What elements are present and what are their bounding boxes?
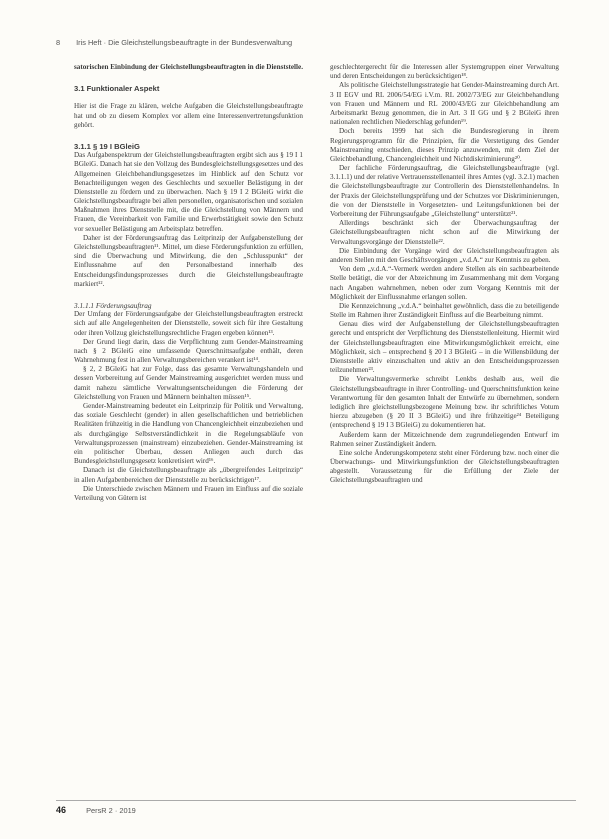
paragraph: Außerdem kann der Mitzeichnende dem zugrundeliegenden Entwurf im Rahmen seiner Zuständigkeit ändern. (330, 430, 559, 448)
running-header (56, 38, 576, 47)
paragraph: Der Umfang der Förderungsaufgabe der Gleichstellungsbeauftragten erstreckt sich auf alle Angelegenheiten der Dienststelle, soweit sich für ihre Gestaltung oder ihren Vollzug gleichstellungsrechtliche Fragen ergeben können¹³. (74, 310, 303, 337)
paragraph: Genau dies wird der Aufgabenstellung der Gleichstellungsbeauftragten gerecht und entspricht der Verpflichtung des Dienststellenleitung. Hiermit wird der Gleichstellungsbeauftragten eine Mitwirkungsmöglichkeit erreicht, eine Möglichkeit, sich – entsprechend § 20 I 3 BGleiG – in die Willensbildung der Dienststelle aktiv einzuschalten und aktiv an den Entscheidungsprozessen teilzunehmen²³. (330, 320, 559, 375)
paragraph: Die Verwaltungsvermerke schreibt Lenkbs deshalb aus, weil die Gleichstellungsbeauftragte in ihrer Controlling- und Querschnittsfunktion keine Verantwortung für den gesamten Inhalt der Entwürfe zu übernehmen, sondern lediglich ihre gleichstellungsbezogene Meinung bzw. ihr schriftliches Votum hierzu abzugeben (§ 20 II 3 BGleiG) und ihre frühzeitige²⁴ Beteiligung (entsprechend § 19 I 3 BGleiG) zu dokumentieren hat. (330, 375, 559, 430)
subsection-heading: 3.1.1 § 19 I BGleiG (74, 141, 140, 151)
paragraph: § 2, 2 BGleiG hat zur Folge, dass das gesamte Verwaltungshandeln und dessen Vorbereitung auf Gender Mainstreaming ausgerichtet werden muss und damit nahezu sämtliche Verwaltungsentscheidungen die Förderung der Gleichstellung von Frauen und Männern beinhalten müssen¹⁵. (74, 365, 303, 401)
paragraph: Die Unterschiede zwischen Männern und Frauen im Einfluss auf die soziale Verteilung von Gütern ist (74, 484, 303, 502)
paragraph: Danach ist die Gleichstellungsbeauftragte als „übergreifendes Leitprinzip“ in allen Aufgabenbereichen der Dienststelle zu berücksichtigen¹⁷. (74, 466, 303, 484)
page-number: 46 (56, 805, 67, 815)
paragraph: satorischen Einbindung der Gleichstellungsbeauftragten in die Dienststelle. (74, 63, 303, 71)
issue-label: PersR 2 · 2019 (86, 806, 136, 815)
paragraph: Allerdings beschränkt sich der Überwachungsauftrag der Gleichstellungsbeauftragten nicht schon auf die Mitwirkung der Verwaltungsvorgänge der Dienststelle²². (330, 219, 559, 246)
paragraph: Das Aufgabenspektrum der Gleichstellungsbeauftragten ergibt sich aus § 19 I 1 BGleiG. Danach hat sie den Vollzug des Bundesgleichstellungsgesetzes und des Allgemeinen Gleichbehandlungsgesetzes im Hinblick auf den Schutz vor Benachteiligungen wegen des Geschlechts und sexueller Belästigung in der Dienststelle zu fördern und zu überwachen. Nach § 19 I 2 BGleiG wirkt die Gleichstellungsbeauftragte bei allen personellen, organisatorischen und sozialen Maßnahmen ihres Dienststelle mit, die die Gleichstellung von Männern und Frauen, die Vereinbarkeit von Familie und Erwerbstätigkeit sowie den Schutz vor sexueller Belästigung am Arbeitsplatz betreffen. (74, 151, 303, 233)
paragraph: geschlechtergerecht für die Interessen aller Systemgruppen einer Verwaltung und deren Entscheidungen zu berücksichtigen¹⁸. (330, 63, 559, 81)
header-page-ref: 8 (56, 38, 61, 47)
section-heading: 3.1 Funktionaler Aspekt (74, 84, 160, 94)
paragraph: Als politische Gleichstellungsstrategie hat Gender-Mainstreaming durch Art. 3 II EGV und RL 2006/54/EG i.V.m. RL 2002/73/EG zur Gleichbehandlung von Frauen und Männern und RL 2000/43/EG zur Gleichbehandlung am Arbeitsmarkt Bezug genommen, die in Art. 3 II GG und § 2 BGleiG ihren nationalen rechtlichen Niederschlag gefunden¹⁹. (330, 81, 559, 127)
paragraph: Die Einbindung der Vorgänge wird der Gleichstellungsbeauftragten als anderen Stellen mit den Geschäftsvorgängen „v.d.A.“ zur Kenntnis zu geben. (330, 246, 559, 264)
paragraph: Von dem „v.d.A.“-Vermerk werden andere Stellen als ein sachbearbeitende Stelle betätigt, die vor der Abzeichnung im Zusammenhang mit dem Vorgang nach Angaben wahrnehmen, neben oder zum Vorgang Kenntnis mit der Möglichkeit der Einflussnahme erlangen sollen. (330, 265, 559, 301)
paragraph: Doch bereits 1999 hat sich die Bundesregierung in ihrem Regierungsprogramm für die Prinzipien, für die Verstetigung des Gender Mainstreaming entschieden, dieses Prinzip anzuwenden, mit dem Ziel der Gleichbehandlung, Chancengleichheit und Nichtdiskriminierung²⁰. (330, 127, 559, 163)
paragraph: Der fachliche Förderungsauftrag, die Gleichstellungsbeauftragte (vgl. 3.1.1.1) und der relative Vertrauensstellenanteil ihres Amtes (vgl. 3.2.1) machen die Gleichstellungsbeauftragte zur Controllerin des Dienststellenhandelns. In der Praxis der Gleichstellungsprüfung und der Schutzes vor Diskriminierungen, die von der Dienststelle in Vorgesetzten- und Leitungsfunktionen bei der Vorbereitung der Führungsaufgabe „Gleichstellung“ unterstützt²¹. (330, 164, 559, 218)
paragraph: Hier ist die Frage zu klären, welche Aufgaben die Gleichstellungsbeauftragte hat und ob zu diesem Komplex vor allem eine Interessenvertretungsfunktion gehört. (74, 102, 303, 129)
paragraph: Daher ist der Förderungsauftrag das Leitprinzip der Aufgabenstellung der Gleichstellungsbeauftragten¹¹. Mittel, um diese Förderungsfunktion zu erfüllen, sind die Überwachung und Mitwirkung, die den „Schlusspunkt“ der Einflussnahme auf den Personalbestand innerhalb des Entscheidungsfindungsprozesses durch die Gleichstellungsbeauftragte markiert¹². (74, 233, 303, 288)
footer-rule (56, 800, 576, 801)
paragraph: Eine solche Änderungskompetenz steht einer Förderung bzw. noch einer die Überwachungs- und Mitwirkungsfunktion der Gleichstellungsbeauftragten abgestellt. Voraussetzung für die Erfüllung der Ziele der Gleichstellungsbeauftragten und (330, 448, 559, 485)
page-footer (56, 805, 576, 817)
subsubsection-heading: 3.1.1.1 Förderungsauftrag (74, 300, 152, 310)
header-title: Iris Heft · Die Gleichstellungsbeauftragte in der Bundesverwaltung (76, 38, 293, 47)
left-column (74, 63, 303, 503)
right-column (330, 63, 559, 486)
paragraph: Gender-Mainstreaming bedeutet ein Leitprinzip für Politik und Verwaltung, das soziale Geschlecht (gender) in allen gesellschaftlichen und betrieblichen Realitäten frühzeitig in die Handlung von Chancengleichheit einzubeziehen und als durchgängige Selbstverständlichkeit in die Regelungsabläufe von Verwaltungsprozessen (mainstream) einzubeziehen. Gender-Mainstreaming ist ein politischer Überbau, dessen Anliegen auch durch das Bundesgleichstellungsgesetz konkretisiert wird¹⁶. (74, 402, 303, 466)
paragraph: Die Kennzeichnung „v.d.A.“ beinhaltet gewöhnlich, dass die zu beteiligende Stelle im Rahmen ihrer Zuständigkeit Einfluss auf die Bearbeitung nimmt. (330, 301, 559, 320)
paragraph: Der Grund liegt darin, dass die Verpflichtung zum Gender-Mainstreaming nach § 2 BGleiG eine umfassende Querschnittsaufgabe enthält, deren Wahrnehmung fest in allen Verwaltungsbereichen verankert ist¹⁴. (74, 337, 303, 365)
